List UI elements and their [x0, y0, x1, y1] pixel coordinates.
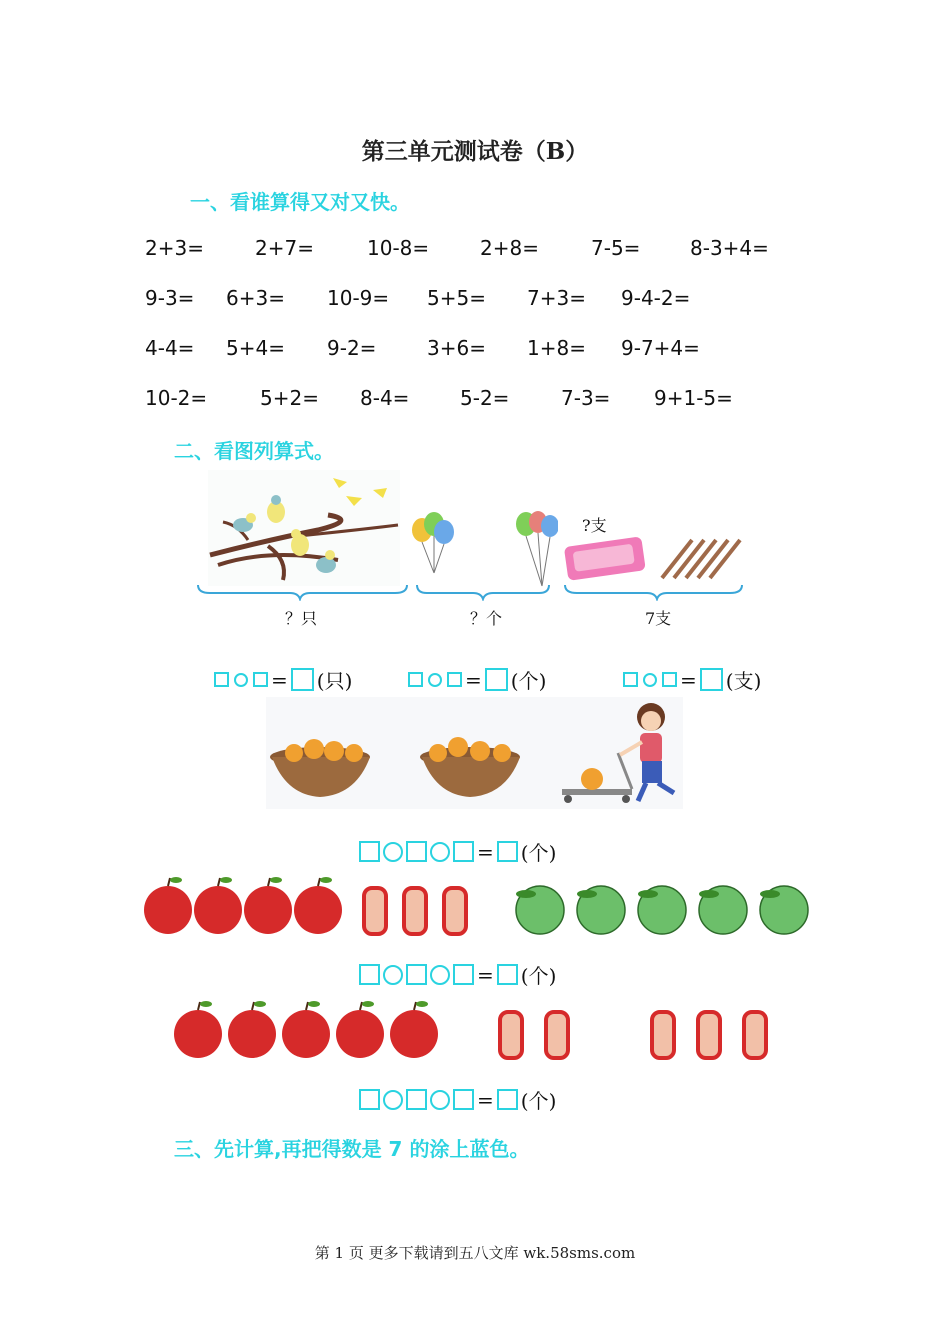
equation: 1+8=	[527, 336, 586, 360]
brace-label-birds: ？只	[285, 609, 318, 628]
equation: 3+6=	[427, 336, 486, 360]
equals-sign: =	[680, 667, 697, 692]
answer-box[interactable]	[359, 841, 380, 862]
equation: 5-2=	[460, 386, 510, 410]
answer-box[interactable]	[447, 672, 462, 687]
answer-box[interactable]	[359, 1089, 380, 1110]
equation: 7+3=	[527, 286, 586, 310]
equals-sign: =	[465, 667, 482, 692]
equation: 9-4-2=	[621, 286, 691, 310]
answer-box[interactable]	[214, 672, 229, 687]
operator-circle[interactable]	[430, 965, 450, 985]
fill-in-equation-birds	[214, 665, 352, 694]
pumpkin-baskets-illustration	[266, 697, 683, 809]
answer-box[interactable]	[453, 1089, 474, 1110]
equals-sign: =	[477, 1087, 494, 1112]
answer-box[interactable]	[406, 841, 427, 862]
equals-sign: =	[477, 962, 494, 987]
unit-label: (个)	[510, 669, 547, 693]
equation: 2+7=	[255, 236, 314, 260]
equation: 10-8=	[367, 236, 430, 260]
equation: 9-7+4=	[621, 336, 700, 360]
equation: 9-2=	[327, 336, 377, 360]
equation: 8-4=	[360, 386, 410, 410]
section-3-heading: 三、先计算,再把得数是 7 的涂上蓝色。	[174, 1137, 530, 1161]
fill-in-equation-balloons	[408, 665, 546, 694]
answer-box[interactable]	[406, 964, 427, 985]
operator-circle[interactable]	[428, 673, 442, 687]
operator-circle[interactable]	[430, 1090, 450, 1110]
unit-label: (支)	[725, 669, 762, 693]
equation: 9+1-5=	[654, 386, 733, 410]
section-2-heading: 二、看图列算式。	[174, 439, 334, 463]
brace-group	[195, 583, 750, 601]
unit-label: (个)	[520, 964, 557, 988]
brace-label-pencils: 7支	[645, 609, 672, 628]
operator-circle[interactable]	[430, 842, 450, 862]
section-1-heading: 一、看谁算得又对又快。	[190, 190, 410, 214]
equation: 5+5=	[427, 286, 486, 310]
equation: 5+2=	[260, 386, 319, 410]
equation: 10-2=	[145, 386, 208, 410]
unit-label: (个)	[520, 1089, 557, 1113]
equation: 7-3=	[561, 386, 611, 410]
page-title: 第三单元测试卷（B）	[361, 138, 589, 165]
birds-on-branch-illustration	[208, 470, 400, 586]
answer-box[interactable]	[453, 964, 474, 985]
operator-circle[interactable]	[643, 673, 657, 687]
result-box[interactable]	[485, 668, 508, 691]
equation: 7-5=	[591, 236, 641, 260]
unit-label: (个)	[520, 841, 557, 865]
result-box[interactable]	[497, 1089, 518, 1110]
page-footer: 第 1 页 更多下载请到五八文库 wk.58sms.com	[314, 1244, 636, 1262]
equation: 8-3+4=	[690, 236, 769, 260]
equation: 10-9=	[327, 286, 390, 310]
operator-circle[interactable]	[234, 673, 248, 687]
brace-label-balloons: ？个	[470, 609, 503, 628]
answer-box[interactable]	[453, 841, 474, 862]
fill-in-equation-apples-1	[359, 960, 556, 989]
equation: 4-4=	[145, 336, 195, 360]
apples-and-cores-illustration-2	[170, 996, 778, 1066]
operator-circle[interactable]	[383, 1090, 403, 1110]
equals-sign: =	[477, 839, 494, 864]
answer-box[interactable]	[359, 964, 380, 985]
answer-box[interactable]	[662, 672, 677, 687]
equation: 2+8=	[480, 236, 539, 260]
equation: 9-3=	[145, 286, 195, 310]
equation: 5+4=	[226, 336, 285, 360]
fill-in-equation-pencils	[623, 665, 761, 694]
answer-box[interactable]	[408, 672, 423, 687]
green-apples-illustration	[506, 872, 818, 942]
result-box[interactable]	[497, 964, 518, 985]
fill-in-equation-pumpkins	[359, 837, 556, 866]
apples-and-cores-illustration	[142, 872, 482, 942]
balloons-illustration	[408, 508, 558, 588]
operator-circle[interactable]	[383, 842, 403, 862]
result-box[interactable]	[291, 668, 314, 691]
equals-sign: =	[271, 667, 288, 692]
operator-circle[interactable]	[383, 965, 403, 985]
unit-label: (只)	[316, 669, 353, 693]
pencil-case-illustration	[562, 530, 754, 586]
pencil-case-label: ?支	[582, 516, 607, 535]
equation: 6+3=	[226, 286, 285, 310]
result-box[interactable]	[497, 841, 518, 862]
answer-box[interactable]	[623, 672, 638, 687]
fill-in-equation-apples-2	[359, 1085, 556, 1114]
answer-box[interactable]	[406, 1089, 427, 1110]
answer-box[interactable]	[253, 672, 268, 687]
result-box[interactable]	[700, 668, 723, 691]
equation: 2+3=	[145, 236, 204, 260]
